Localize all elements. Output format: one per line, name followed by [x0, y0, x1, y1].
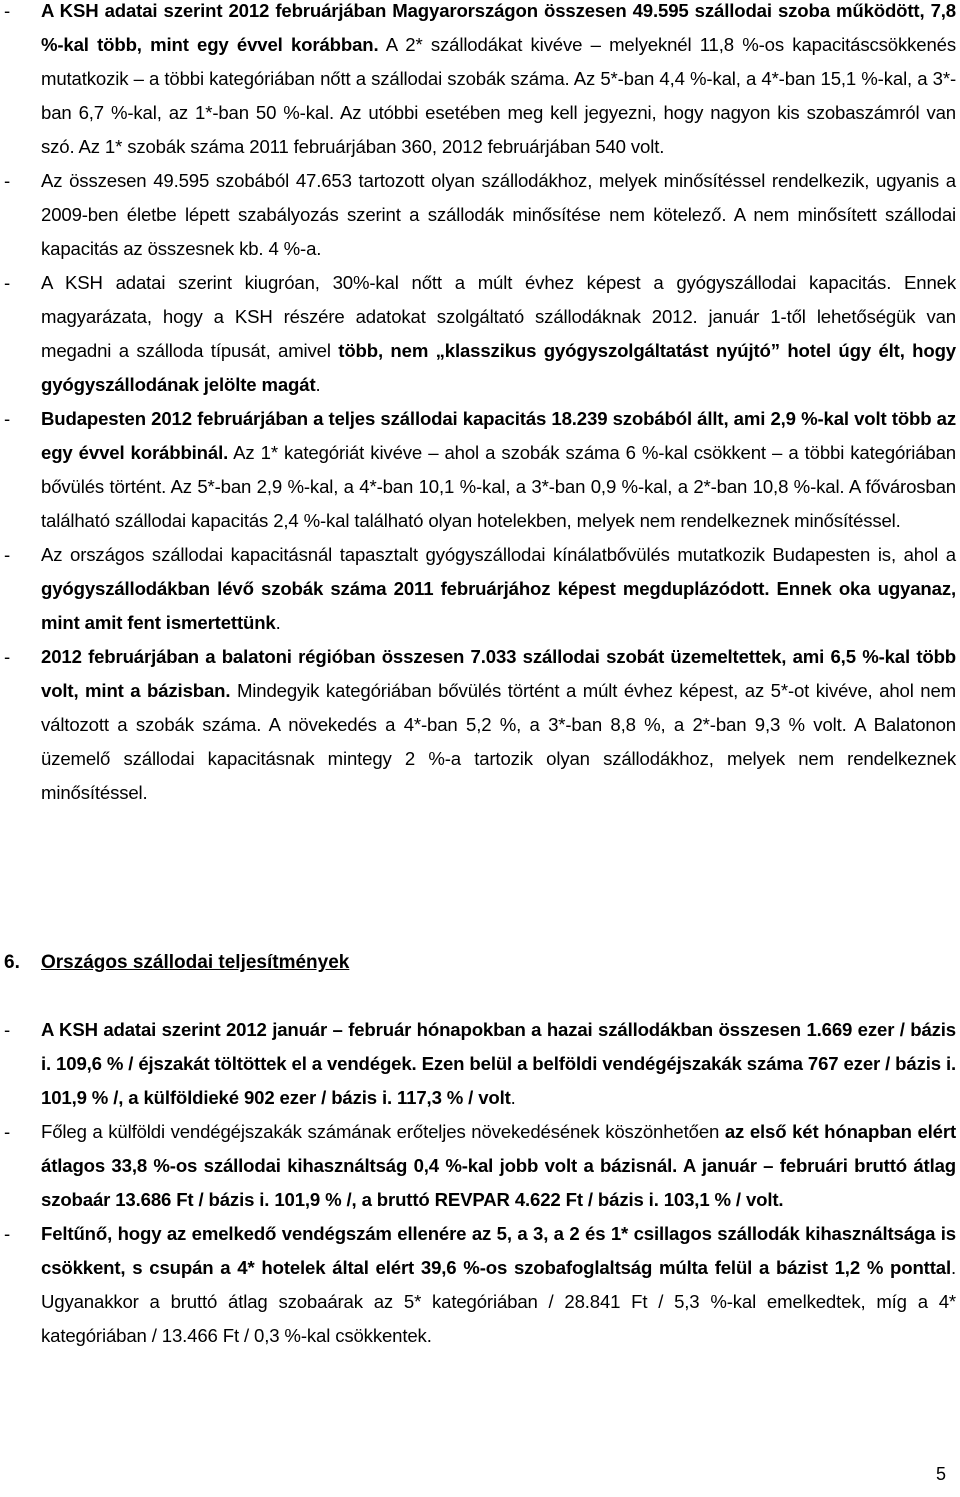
plain-text: Az 1* kategóriát kivéve – ahol a szobák száma 6 %-kal csökkent – a többi kategóriában bővülés történt. Az 5*-ban 2,9 %-kal, a 4*-ban 10,1 %-kal, a 3*-ban 0,9 %-kal, a 2*-ban 10,8 %-kal. A fővárosban található szállodai kapacitás 2,4 %-kal található olyan hotelekben, melyek nem rendelkeznek minősítéssel.: [41, 442, 956, 531]
bold-text: Feltűnő, hogy az emelkedő vendégszám ellenére az 5, a 3, a 2 és 1* csillagos szállodák kihasználtsága is csökkent, s csupán a 4* hotelek által elért 39,6 %-os szobafoglaltság múlta felül a bázist 1,2 % ponttal: [41, 1223, 956, 1278]
bold-text: A KSH adatai szerint 2012 január – február hónapokban a hazai szállodákban összesen 1.669 ezer / bázis i. 109,6 % / éjszakát töltöttek el a vendégek. Ezen belül a belföldi vendégéjszakák száma 767 ezer / bázis i. 101,9 % /, a külföldieké 902 ezer / bázis i. 117,3 % / volt: [41, 1019, 956, 1108]
bullet-text: [41, 164, 956, 266]
bold-text: az első két hónapban elért átlagos 33,8 %-os szállodai kihasználtság 0,4 %-kal jobb volt a bázisnál. A január – februári bruttó átlag szobaár 13.686 Ft / bázis i. 101,9 % /, a bruttó REVPAR 4.622 Ft / bázis i. 103,1 % / volt.: [41, 1121, 956, 1210]
bullet-text: [41, 1217, 956, 1353]
section-number: 6.: [4, 952, 20, 973]
bullet-text: [41, 0, 956, 164]
plain-text: .: [510, 1087, 516, 1108]
plain-text: A KSH adatai szerint kiugróan, 30%-kal nőtt a múlt évhez képest a gyógyszállodai kapacitás. Ennek magyarázata, hogy a KSH részére adatokat szolgáltató szállodáknak 2012. január 1-től lehetőségük van megadni a szálloda típusát, amivel: [41, 272, 956, 361]
plain-text: . Ugyanakkor a bruttó átlag szobaárak az 5* kategóriában / 28.841 Ft / 5,3 %-kal emelkedtek, míg a 4* kategóriában / 13.466 Ft / 0,3 %-kal csökkentek.: [41, 1257, 956, 1346]
bullet-dash: -: [4, 170, 11, 191]
bullet-dash: -: [4, 646, 11, 667]
bullet-text: [41, 1013, 956, 1115]
bullet-text: [41, 538, 956, 640]
bullet-dash: -: [4, 0, 11, 21]
bullet-occupancy: [0, 1115, 960, 1217]
bullet-text: [41, 266, 956, 402]
bullet-category-performance: [0, 1217, 960, 1353]
bullet-budapest-spa: [0, 538, 960, 640]
bullet-budapest-capacity: [0, 402, 960, 538]
bold-text: Budapesten 2012 februárjában a teljes szállodai kapacitás 18.239 szobából állt, ami 2,9 %-kal volt több az egy évvel korábbinál.: [41, 408, 956, 463]
section-heading: [4, 946, 349, 980]
section-title: Országos szállodai teljesítmények: [41, 952, 350, 973]
plain-text: Az összesen 49.595 szobából 47.653 tartozott olyan szállodákhoz, melyek minősítéssel rendelkezik, ugyanis a 2009-ben életbe lépett szabályozás szerint a szállodák minősítése nem kötelező. A nem minősített szállodai kapacitás az összesnek kb. 4 %-a.: [41, 170, 956, 259]
plain-text: Az országos szállodai kapacitásnál tapasztalt gyógyszállodai kínálatbővülés mutatkozik Budapesten is, ahol a: [41, 544, 956, 565]
bullet-dash: -: [4, 544, 11, 565]
bullet-text: [41, 1115, 956, 1217]
bullet-dash: -: [4, 1121, 11, 1142]
bullet-balaton-region: [0, 640, 960, 810]
bullet-text: [41, 640, 956, 810]
bullet-dash: -: [4, 272, 11, 293]
plain-text: .: [315, 374, 321, 395]
bullet-guest-nights: [0, 1013, 960, 1115]
bullet-dash: -: [4, 408, 11, 429]
bold-text: 2012 februárjában a balatoni régióban összesen 7.033 szállodai szobát üzemeltettek, ami 6,5 %-kal több volt, mint a bázisban.: [41, 646, 956, 701]
plain-text: Főleg a külföldi vendégéjszakák számának erőteljes növekedésének köszönhetően: [41, 1121, 725, 1142]
bullet-list-performance: [0, 1013, 960, 1353]
bullet-dash: -: [4, 1019, 11, 1040]
bullet-ksh-rooms: [0, 0, 960, 164]
bullet-dash: -: [4, 1223, 11, 1244]
bullet-spa-hotels: [0, 266, 960, 402]
plain-text: Mindegyik kategóriában bővülés történt a múlt évhez képest, az 5*-ot kivéve, ahol nem változott a szobák száma. A növekedés a 4*-ban 5,2 %, a 3*-ban 8,8 %, a 2*-ban 9,3 % volt. A Balatonon üzemelő szállodai kapacitásnak mintegy 2 %-a tartozik olyan szállodákhoz, melyek nem rendelkeznek minősítéssel.: [41, 680, 956, 803]
bullet-text: [41, 402, 956, 538]
bold-text: több, nem „klasszikus gyógyszolgáltatást nyújtó” hotel úgy élt, hogy gyógyszállodának jelölte magát: [41, 340, 956, 395]
plain-text: A 2* szállodákat kivéve – melyeknél 11,8 %-os kapacitáscsökkenés mutatkozik – a többi kategóriában nőtt a szállodai szobák száma. Az 5*-ban 4,4 %-kal, a 4*-ban 15,1 %-kal, a 3*-ban 6,7 %-kal, az 1*-ban 50 %-kal. Az utóbbi esetében meg kell jegyezni, hogy nagyon kis szobaszámról van szó. Az 1* szobák száma 2011 februárjában 360, 2012 februárjában 540 volt.: [41, 34, 956, 157]
page-number: 5: [935, 1464, 946, 1484]
bullet-qualified-rooms: [0, 164, 960, 266]
bold-text: A KSH adatai szerint 2012 februárjában Magyarországon összesen 49.595 szállodai szoba működött, 7,8 %-kal több, mint egy évvel korábban.: [41, 0, 956, 55]
bold-text: gyógyszállodákban lévő szobák száma 2011 februárjához képest megduplázódott. Ennek oka ugyanaz, mint amit fent ismertettünk: [41, 578, 956, 633]
plain-text: .: [275, 612, 281, 633]
